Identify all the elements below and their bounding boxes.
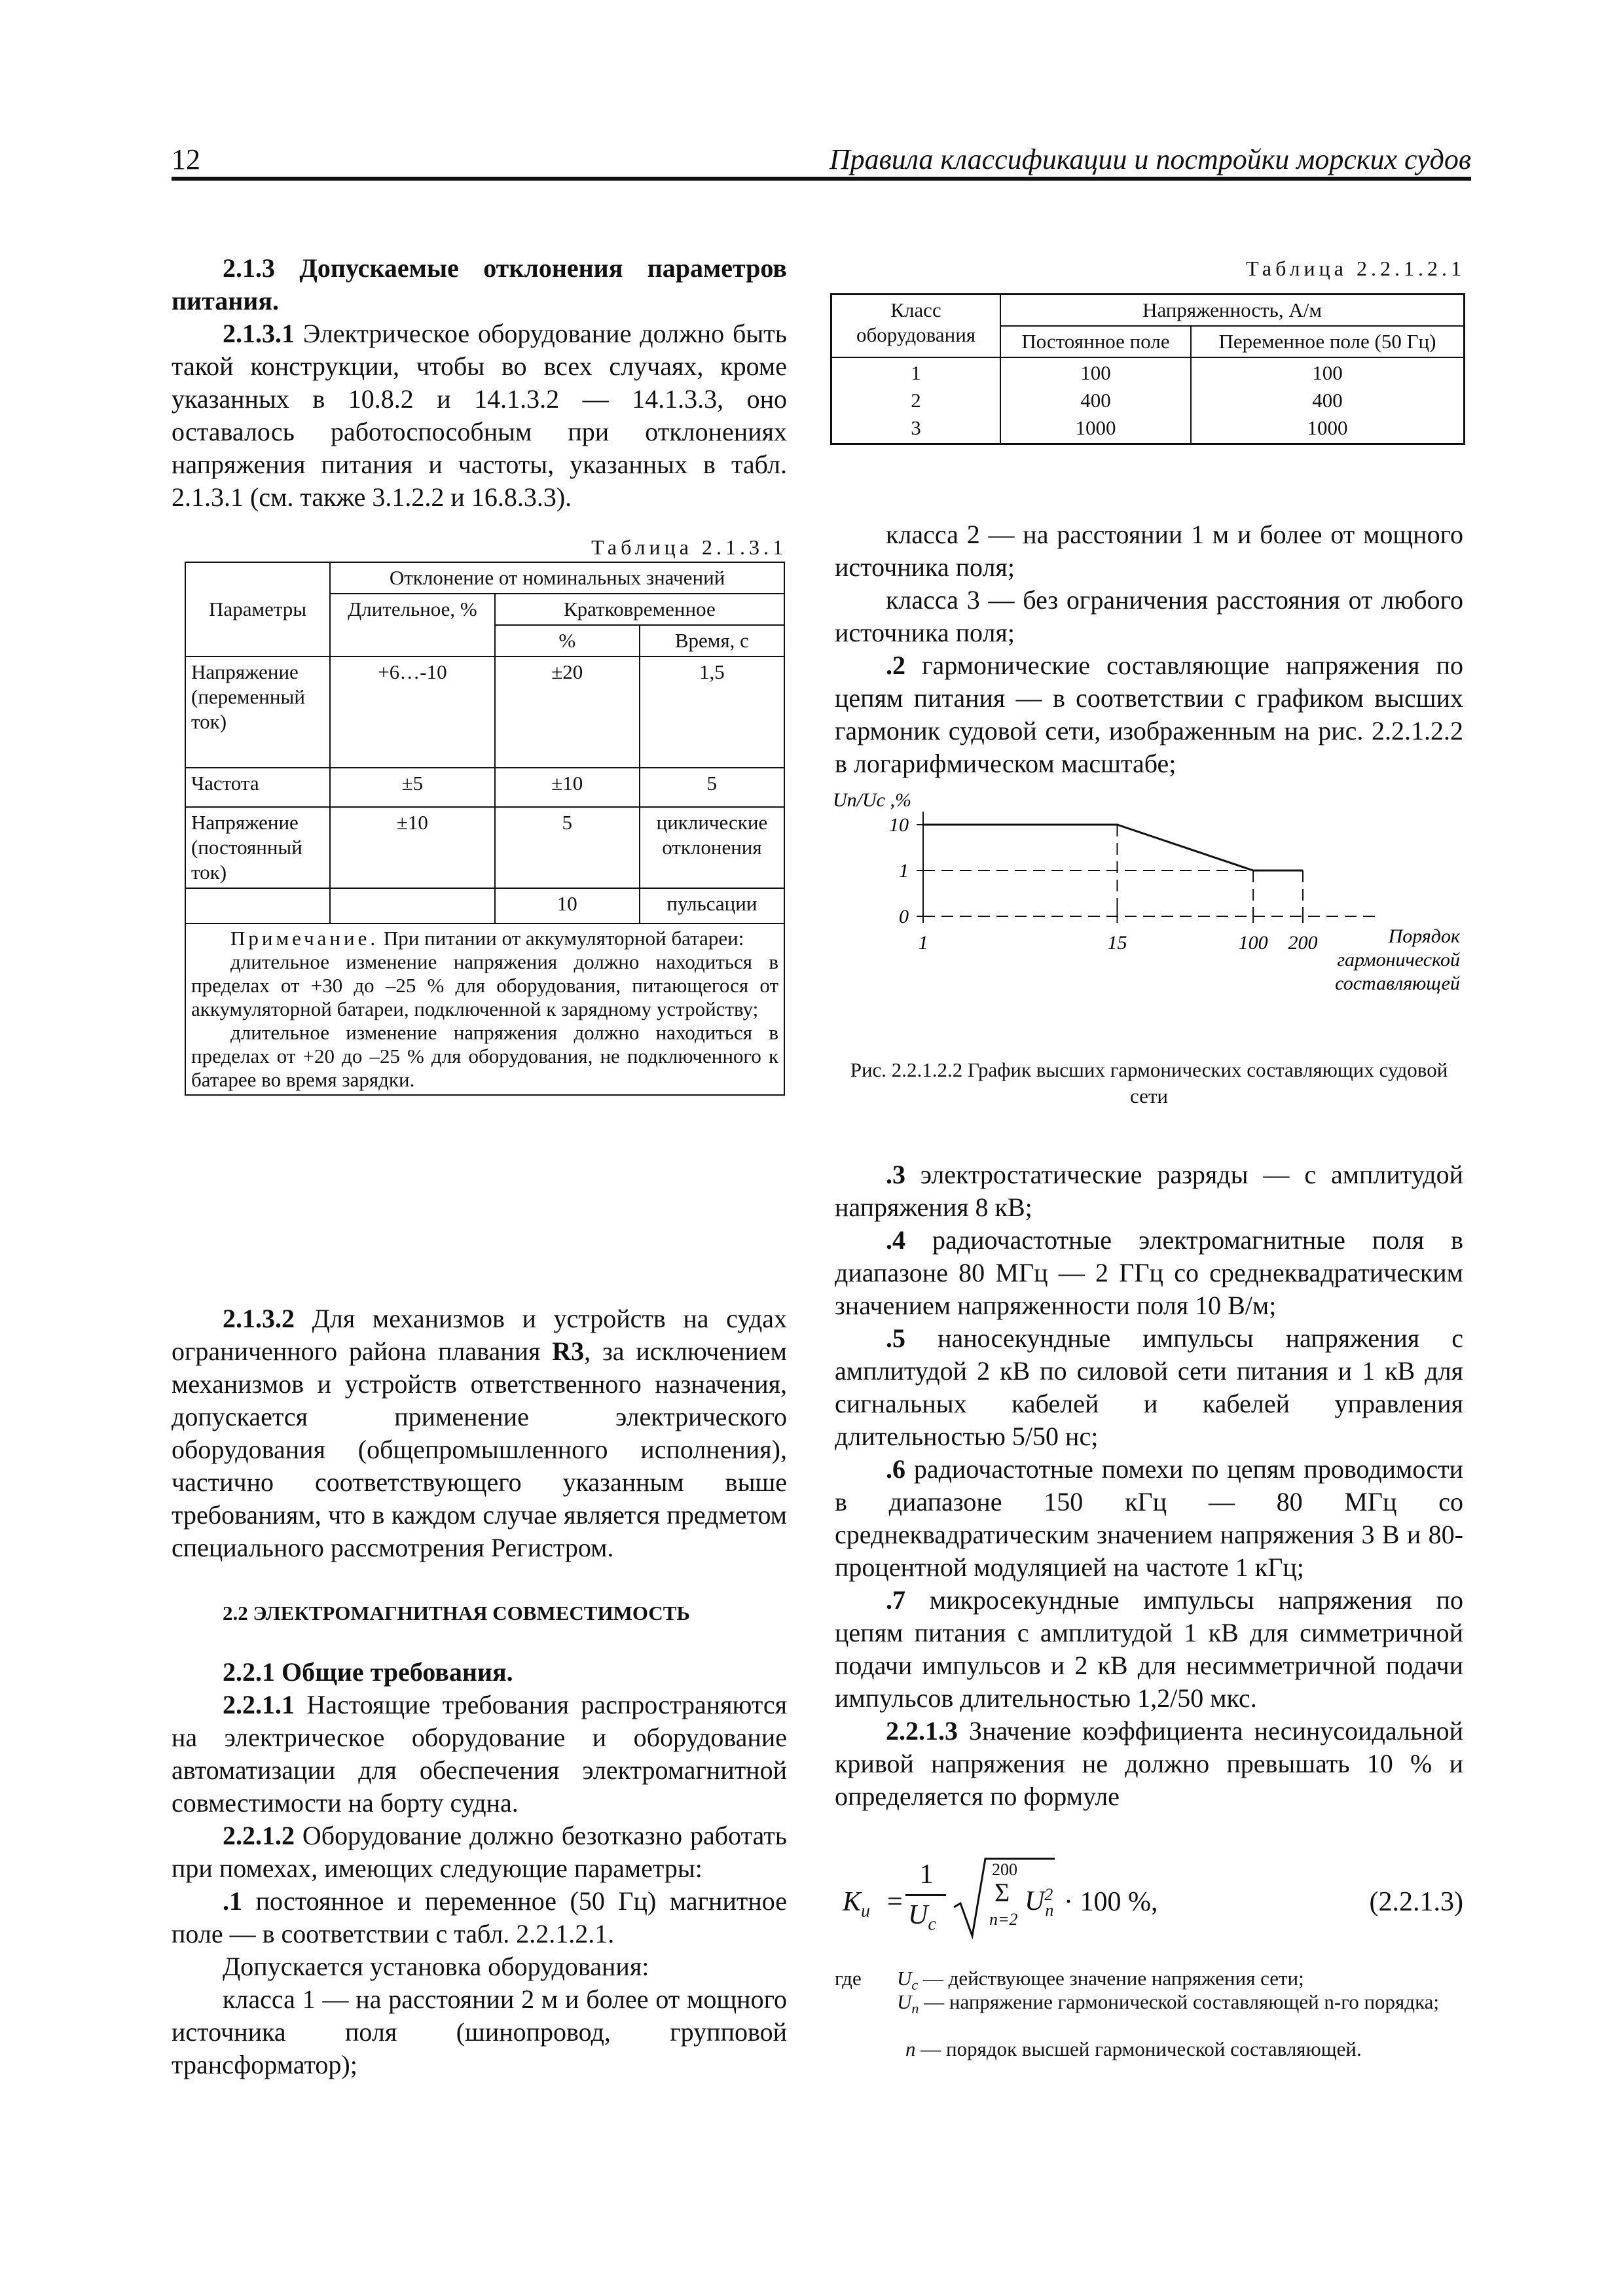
row4-time: пульсации <box>640 888 784 924</box>
class-1-text: класса 1 — на расстоянии 2 м и более от мощного источника поля (шинопровод, групповой трансформатор); <box>172 1984 787 2079</box>
item-text: гармонические составляющие напряжения по цепям питания — в соответствии с графиком высших гармоник судовой сети, изображенным на рис. 2.2.1.2.2 в логарифмическом масштабе; <box>835 651 1463 778</box>
dc-1: 100 <box>1000 357 1191 388</box>
definition-n <box>905 2037 1468 2061</box>
def-text: — напряжение гармоничеcкой составляющей n-го порядка; <box>919 1990 1440 2013</box>
item-text: наносекундные импульсы напряжения с амплитудой 2 кВ по силовой сети питания и 1 кВ для сигнальных кабелей и кабелей управления длительностью 5/50 нс; <box>835 1323 1463 1451</box>
ac-3: 1000 <box>1191 416 1465 444</box>
row3-time: циклические отклонения <box>640 807 784 888</box>
th-time: Время, с <box>640 625 784 656</box>
th-params: Параметры <box>185 562 330 656</box>
series-line <box>923 825 1303 870</box>
note-3: длительное изменение напряжения должно находиться в пределах от +20 до –25 % для оборудования, не подключенного к батарее во время зарядки. <box>191 1021 778 1091</box>
table-note <box>185 924 784 1095</box>
paragraph-2-2-1-1 <box>172 1689 787 1820</box>
sum-term <box>1025 1885 1053 1920</box>
ac-1: 100 <box>1191 357 1465 388</box>
para-text: Настоящие требования распространяются на электрическое оборудование и оборудование автоматизации для обеспечения электромагнитной совместимости на борту судна. <box>172 1690 787 1818</box>
sum-lower: n=2 <box>989 1910 1018 1929</box>
x-axis-label-line: составляющей <box>1335 973 1460 994</box>
item-number: .1 <box>223 1886 242 1916</box>
item-6 <box>835 1453 1463 1584</box>
sum-sign: Σ <box>994 1878 1010 1907</box>
row1-long: +6…-10 <box>330 656 495 768</box>
note-label: Примечание. <box>230 927 379 950</box>
para-text: Электрическое оборудование должно быть такой конструкции, чтобы во всех случаях, кроме указанных в 10.8.2 и 14.1.3.2 — 14.1.3.3, оно оставалось работоспособным при отклонениях напряжения питания и частоты, указанных в табл. 2.1.3.1 (см. также 3.1.2.2 и 16.8.3.3). <box>172 319 787 512</box>
x-tick-label: 100 <box>1238 932 1268 954</box>
formula-tail: · 100 %, <box>1064 1887 1158 1917</box>
chart-marks <box>889 812 1381 954</box>
row3-param: Напряжение (постоянный ток) <box>185 807 330 888</box>
def-text: — порядок высшей гармонической составляющей. <box>915 2037 1362 2060</box>
harmonics-chart <box>831 785 1467 1047</box>
th-deviation: Отклонение от номинальных значений <box>330 562 784 594</box>
definition-un <box>897 1990 1460 2020</box>
item-text: микросекундные импульсы напряжения по цепям питания с амплитудой 1 кВ для симметричной подачи импульсов и 2 кВ для несимметричной подачи импульсов длительностью 1,2/50 мкс. <box>835 1585 1463 1713</box>
x-tick-label: 200 <box>1288 932 1318 954</box>
def-symbol: U <box>897 1967 912 1990</box>
item-text: электростатические разряды — с амплитудой напряжения 8 кВ; <box>835 1160 1463 1222</box>
table-2-1-3-1-caption: Таблица 2.1.3.1 <box>591 535 787 559</box>
para-number: 2.1.3.1 <box>223 319 295 348</box>
page-number: 12 <box>172 143 200 175</box>
x-tick-label: 1 <box>918 932 928 954</box>
para-number: 2.1.3.2 <box>223 1304 295 1333</box>
den-subscript: c <box>928 1914 936 1935</box>
section-2-1-3-title: 2.1.3 Допускаемые отклонения параметров питания. <box>172 253 787 315</box>
dc-3: 1000 <box>1000 416 1191 444</box>
th-long: Длительное, % <box>330 594 495 656</box>
x-axis-label-line: Порядок <box>1388 925 1460 947</box>
item-4 <box>835 1224 1463 1322</box>
row3-pct: 5 <box>495 807 640 888</box>
paragraph-2-1-3-1 <box>172 317 787 514</box>
row2-pct: ±10 <box>495 768 640 807</box>
def-subscript: c <box>911 1977 919 1994</box>
def-text: — действующее значение напряжения сети; <box>918 1967 1304 1990</box>
section-2-2-1-title: 2.2.1 Общие требования. <box>223 1657 513 1687</box>
table-2-2-1-2-1 <box>830 293 1465 445</box>
region-r3: R3 <box>552 1336 585 1366</box>
term-superscript: 2 <box>1044 1885 1053 1904</box>
para-text: , за исключением механизмов и устройств ответственного назначения, допускается применение электрического оборудования (общепромышленного исполнения), частично соответствующего указанным выше требованиям, что в каждом случае является предметом специального рассмотрения Регистром. <box>172 1336 787 1562</box>
y-tick-label: 10 <box>889 814 909 836</box>
th-strength: Напряженность, А/м <box>1000 295 1465 327</box>
row2-long: ±5 <box>330 768 495 807</box>
para-number: 2.2.1.3 <box>886 1716 958 1746</box>
th-dc: Постоянное поле <box>1000 326 1191 357</box>
term-subscript: n <box>1045 1901 1054 1920</box>
den-symbol: U <box>908 1900 928 1930</box>
item-number: .4 <box>886 1225 905 1255</box>
table-2-1-3-1 <box>185 562 785 1096</box>
section-2-2-heading: 2.2 ЭЛЕКТРОМАГНИТНАЯ СОВМЕСТИМОСТЬ <box>223 1602 690 1624</box>
row4-long <box>330 888 495 924</box>
item-number: .2 <box>886 651 905 680</box>
allowed-text: Допускается установка оборудования: <box>223 1952 649 1981</box>
y-tick-label: 0 <box>899 906 909 927</box>
running-title: Правила классификации и постройки морских судов <box>829 143 1471 175</box>
lhs-subscript: u <box>861 1901 871 1922</box>
left-column-top <box>172 252 787 514</box>
paragraph-2-2-1-3 <box>835 1715 1463 1813</box>
formula-number: (2.2.1.3) <box>1369 1887 1463 1917</box>
item-text: радиочастотные помехи по цепям проводимости в диапазоне 150 кГц — 80 МГц со среднеквадратическим значением напряжения 3 В и 80-процентной модуляцией на частоте 1 кГц; <box>835 1454 1463 1582</box>
fraction-denominator <box>908 1899 936 1935</box>
lhs-symbol: K <box>843 1887 862 1917</box>
def-subscript: n <box>911 2000 919 2017</box>
item-text: постоянное и переменное (50 Гц) магнитное поле — в соответствии с табл. 2.2.1.2.1. <box>172 1886 787 1948</box>
formula-lhs <box>843 1886 870 1922</box>
row2-time: 5 <box>640 768 784 807</box>
cls-2: 2 <box>831 388 1001 416</box>
th-ac: Переменное поле (50 Гц) <box>1191 326 1465 357</box>
table-2-2-1-2-1-caption: Таблица 2.2.1.2.1 <box>1246 257 1465 280</box>
item-1 <box>172 1885 787 1950</box>
fraction-numerator: 1 <box>919 1859 934 1890</box>
dc-2: 400 <box>1000 388 1191 416</box>
figure-caption: Рис. 2.2.1.2.2 График высших гармонических составляющих судовой сети <box>850 1058 1448 1107</box>
row2-param: Частота <box>185 768 330 807</box>
para-number: 2.2.1.1 <box>223 1690 295 1719</box>
para-number: 2.2.1.2 <box>223 1821 295 1850</box>
formula-2-2-1-3 <box>835 1852 1463 1944</box>
left-column-bottom <box>172 1302 787 2081</box>
th-class: Класс оборудования <box>831 295 1001 358</box>
header-rule <box>172 177 1471 181</box>
ac-2: 400 <box>1191 388 1465 416</box>
th-pct: % <box>495 625 640 656</box>
row1-time: 1,5 <box>640 656 784 768</box>
y-tick-label: 1 <box>899 860 909 882</box>
para-text: Для механизмов и устройств на судах ограниченного района плавания <box>172 1304 787 1366</box>
sum-upper: 200 <box>992 1860 1017 1879</box>
para-text: Значение коэффициента несинусоидальной кривой напряжения не должно превышать 10 % и определяется по формуле <box>835 1716 1463 1811</box>
row4-pct: 10 <box>495 888 640 924</box>
x-tick-label: 15 <box>1107 932 1127 954</box>
item-number: .6 <box>886 1454 905 1484</box>
formula-equals: = <box>887 1887 903 1917</box>
note-2: длительное изменение напряжения должно находиться в пределах от +30 до –25 % для оборудования, питающегося от аккумуляторной батареи, подключенной к зарядному устройству; <box>191 950 778 1020</box>
class-2-text: класса 2 — на расстоянии 1 м и более от мощного источника поля; <box>835 520 1463 582</box>
row4-param <box>185 888 330 924</box>
row3-long: ±10 <box>330 807 495 888</box>
y-axis-label: Un/Uc ,% <box>833 789 911 811</box>
item-2 <box>835 649 1463 780</box>
paragraph-2-1-3-2 <box>172 1302 787 1564</box>
th-short: Кратковременное <box>495 594 784 625</box>
term-symbol: U <box>1025 1886 1045 1916</box>
x-axis-label-line: гармонической <box>1337 949 1460 971</box>
class-3-text: класса 3 — без ограничения расстояния от любого источника поля; <box>835 585 1463 647</box>
cls-1: 1 <box>831 357 1001 388</box>
item-number: .3 <box>886 1160 905 1189</box>
row1-pct: ±20 <box>495 656 640 768</box>
cls-3: 3 <box>831 416 1001 444</box>
right-column-bottom <box>835 1158 1463 1813</box>
para-text: Оборудование должно безотказно работать при помехах, имеющих следующие параметры: <box>172 1821 787 1883</box>
paragraph-2-2-1-2 <box>172 1820 787 1885</box>
item-3 <box>835 1158 1463 1224</box>
item-number: .7 <box>886 1585 905 1615</box>
def-symbol: n <box>905 2037 916 2060</box>
note-1: При питании от аккумуляторной батареи: <box>378 927 744 950</box>
row1-param: Напряжение (переменный ток) <box>185 656 330 768</box>
fraction-bar <box>905 1894 946 1896</box>
item-text: радиочастотные электромагнитные поля в диапазоне 80 МГц — 2 ГГц со среднеквадратичеcким значением напряженности поля 10 В/м; <box>835 1225 1463 1320</box>
item-number: .5 <box>886 1323 905 1353</box>
x-axis-label <box>1335 925 1461 994</box>
def-symbol: U <box>897 1990 912 2013</box>
where-label: где <box>835 1967 862 1990</box>
right-column-top <box>835 518 1463 780</box>
item-5 <box>835 1322 1463 1453</box>
item-7 <box>835 1584 1463 1715</box>
